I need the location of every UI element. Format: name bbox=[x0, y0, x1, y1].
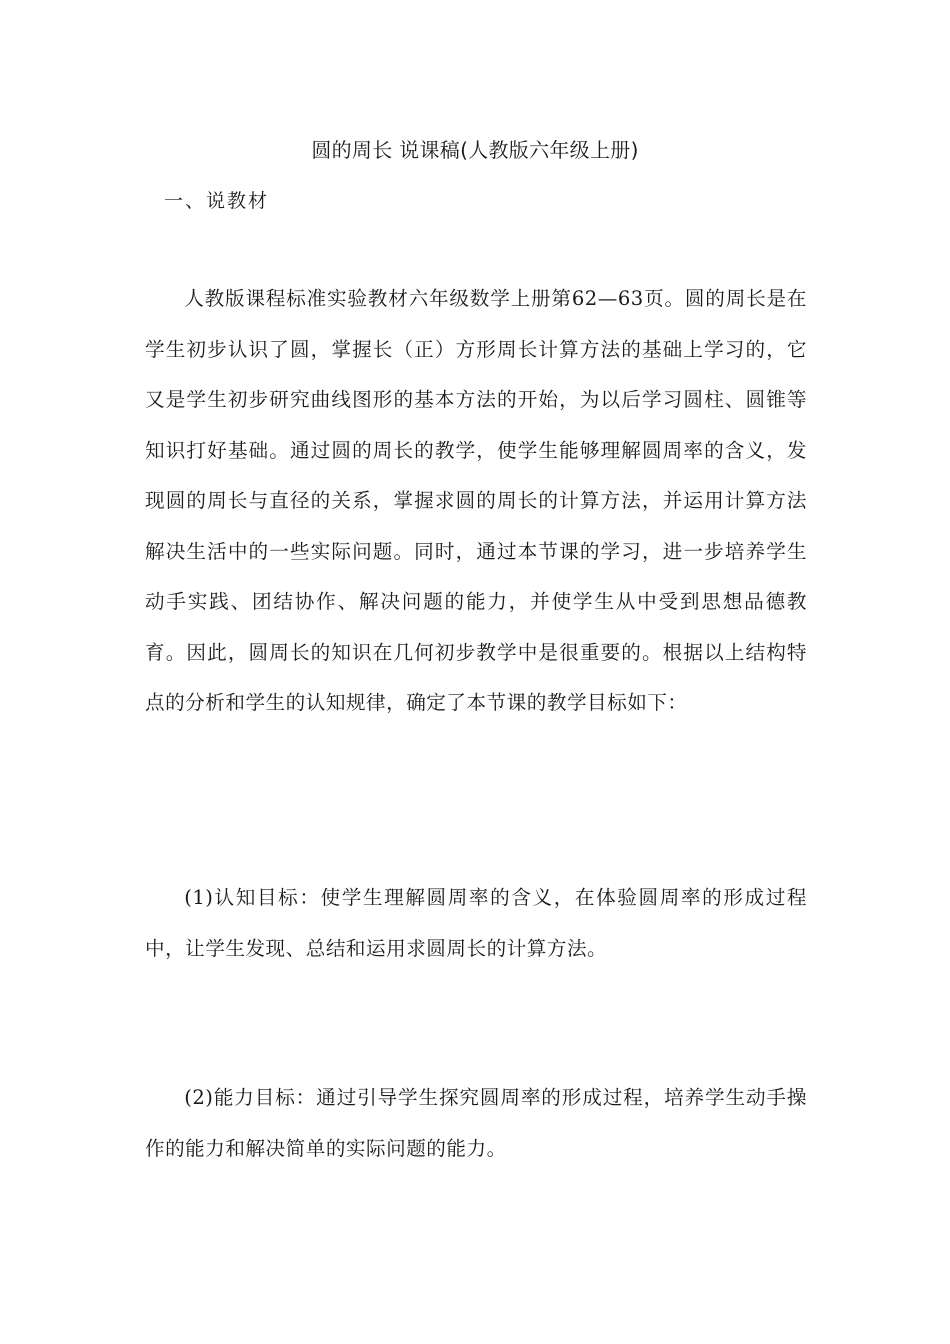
document-title: 圆的周长 说课稿(人教版六年级上册) bbox=[311, 138, 639, 162]
section-heading: 一、说教材 bbox=[164, 190, 270, 212]
paragraph-cognitive-goal: (1)认知目标：使学生理解圆周率的含义，在体验圆周率的形成过程中，让学生发现、总结和运用求圆周长的计算方法。 bbox=[145, 886, 807, 960]
paragraph-textbook-intro: 人教版课程标准实验教材六年级数学上册第62—63页。圆的周长是在学生初步认识了圆，掌握长（正）方形周长计算方法的基础上学习的，它又是学生初步研究曲线图形的基本方法的开始，为以后学习圆柱、圆锥等知识打好基础。通过圆的周长的教学，使学生能够理解圆周率的含义，发现圆的周长与直径的关系，掌握求圆的周长的计算方法，并运用计算方法解决生活中的一些实际问题。同时，通过本节课的学习，进一步培养学生动手实践、团结协作、解决问题的能力，并使学生从中受到思想品德教育。因此，圆周长的知识在几何初步教学中是很重要的。根据以上结构特点的分析和学生的认知规律，确定了本节课的教学目标如下： bbox=[145, 287, 807, 714]
paragraph-ability-goal: (2)能力目标：通过引导学生探究圆周率的形成过程，培养学生动手操作的能力和解决简单的实际问题的能力。 bbox=[145, 1086, 807, 1160]
